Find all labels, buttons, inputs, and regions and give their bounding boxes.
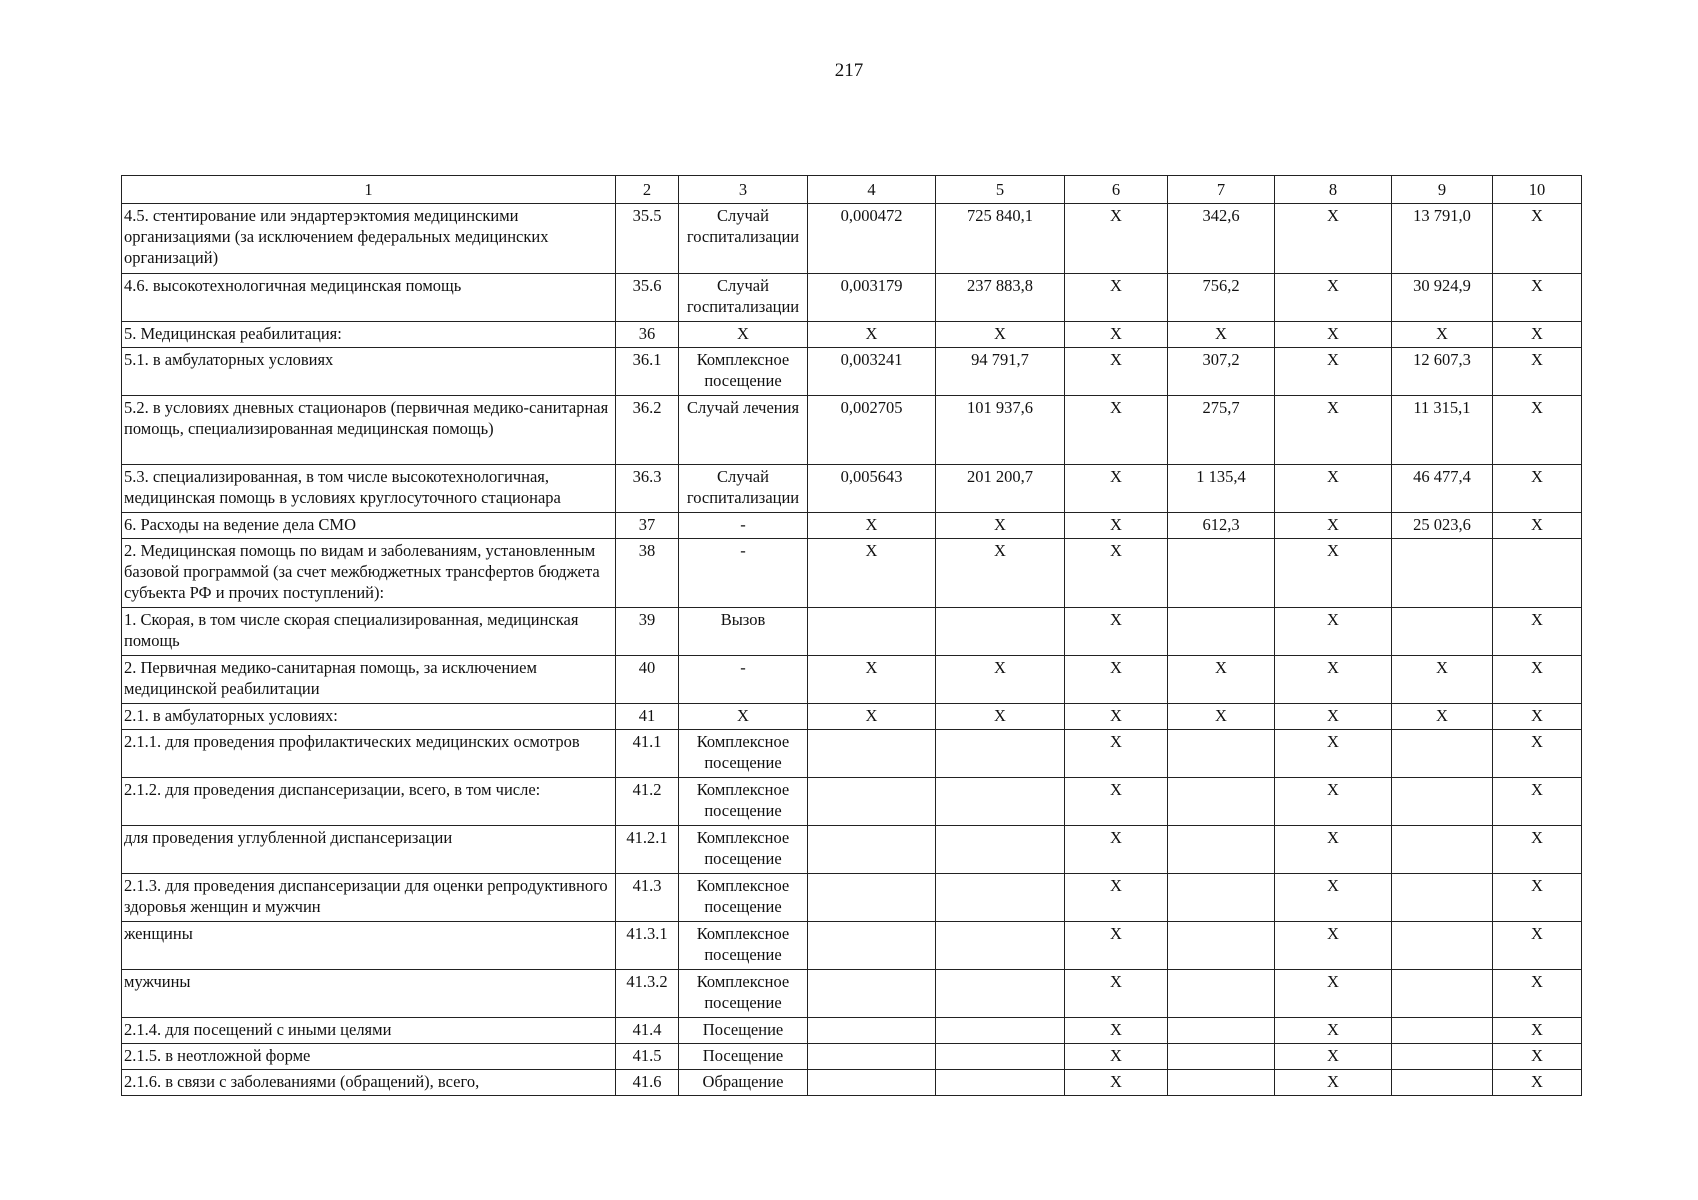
table-cell-col-8: X [1275, 348, 1392, 396]
data-table [121, 175, 1582, 1096]
table-cell-cost-norm [936, 874, 1065, 922]
table-cell-col-10: X [1493, 322, 1582, 348]
table-header-row [122, 176, 1582, 204]
table-cell-col-6: X [1065, 465, 1168, 513]
table-cell-col-9 [1392, 778, 1493, 826]
table-cell-volume-norm [808, 730, 936, 778]
table-row [122, 396, 1582, 465]
table-cell-col-6: X [1065, 396, 1168, 465]
table-cell-row-label: 5.2. в условиях дневных стационаров (первичная медико-санитарная помощь, специализированная медицинская помощь) [122, 396, 616, 465]
table-cell-col-8: X [1275, 608, 1392, 656]
table-cell-unit: Комплексное посещение [679, 874, 808, 922]
table-cell-col-10: X [1493, 513, 1582, 539]
table-cell-volume-norm [808, 922, 936, 970]
table-cell-volume-norm: 0,002705 [808, 396, 936, 465]
table-cell-row-label: 2.1.5. в неотложной форме [122, 1044, 616, 1070]
table-row [122, 970, 1582, 1018]
table-cell-unit: Вызов [679, 608, 808, 656]
table-cell-unit: Посещение [679, 1044, 808, 1070]
table-cell-unit: Комплексное посещение [679, 778, 808, 826]
table-cell-row-label: 2. Медицинская помощь по видам и заболеваниям, установленным базовой программой (за счет межбюджетных трансфертов бюджета субъекта РФ и прочих поступлений): [122, 539, 616, 608]
table-cell-unit: Случай госпитализации [679, 204, 808, 274]
table-cell-col-9 [1392, 826, 1493, 874]
table-row [122, 1044, 1582, 1070]
table-cell-col-9 [1392, 1044, 1493, 1070]
table-cell-col-8: X [1275, 322, 1392, 348]
table-cell-row-label: мужчины [122, 970, 616, 1018]
table-cell-row-code: 38 [616, 539, 679, 608]
table-cell-cost-norm: X [936, 704, 1065, 730]
table-cell-row-code: 41.4 [616, 1018, 679, 1044]
column-header: 9 [1392, 176, 1493, 204]
table-cell-col-9 [1392, 970, 1493, 1018]
table-cell-row-code: 41.5 [616, 1044, 679, 1070]
table-cell-volume-norm [808, 608, 936, 656]
table-cell-col-6: X [1065, 322, 1168, 348]
table-cell-unit: Случай лечения [679, 396, 808, 465]
table-cell-volume-norm [808, 826, 936, 874]
table-row [122, 322, 1582, 348]
table-row [122, 204, 1582, 274]
table-cell-row-code: 41.6 [616, 1070, 679, 1096]
table-cell-col-9 [1392, 539, 1493, 608]
table-cell-col-10: X [1493, 348, 1582, 396]
table-cell-col-8: X [1275, 539, 1392, 608]
table-row [122, 513, 1582, 539]
table-cell-unit: Обращение [679, 1070, 808, 1096]
table-cell-cost-norm [936, 1018, 1065, 1044]
table-cell-row-code: 35.6 [616, 274, 679, 322]
table-cell-col-6: X [1065, 1018, 1168, 1044]
table-cell-col-6: X [1065, 1070, 1168, 1096]
table-row [122, 778, 1582, 826]
table-cell-col-7 [1168, 730, 1275, 778]
column-header: 3 [679, 176, 808, 204]
table-cell-col-6: X [1065, 656, 1168, 704]
table-cell-row-label: 1. Скорая, в том числе скорая специализированная, медицинская помощь [122, 608, 616, 656]
table-cell-row-label: 2.1.6. в связи с заболеваниями (обращений), всего, [122, 1070, 616, 1096]
table-cell-col-9: 46 477,4 [1392, 465, 1493, 513]
table-cell-col-10: X [1493, 778, 1582, 826]
table-cell-col-10: X [1493, 826, 1582, 874]
table-cell-cost-norm: 725 840,1 [936, 204, 1065, 274]
table-cell-cost-norm: 94 791,7 [936, 348, 1065, 396]
table-cell-volume-norm: X [808, 322, 936, 348]
table-row [122, 704, 1582, 730]
table-cell-volume-norm: X [808, 513, 936, 539]
table-cell-row-code: 40 [616, 656, 679, 704]
table-cell-col-7 [1168, 970, 1275, 1018]
table-cell-col-6: X [1065, 704, 1168, 730]
table-cell-col-10: X [1493, 922, 1582, 970]
table-cell-row-code: 41.3.2 [616, 970, 679, 1018]
table-cell-col-7: 307,2 [1168, 348, 1275, 396]
table-cell-volume-norm: X [808, 539, 936, 608]
table-cell-row-code: 41.1 [616, 730, 679, 778]
table-cell-volume-norm: 0,000472 [808, 204, 936, 274]
table-cell-unit: Комплексное посещение [679, 922, 808, 970]
column-header: 5 [936, 176, 1065, 204]
table-cell-col-7: X [1168, 322, 1275, 348]
table-cell-row-code: 41.2 [616, 778, 679, 826]
table-row [122, 608, 1582, 656]
table-cell-col-9: X [1392, 656, 1493, 704]
table-cell-col-7: 275,7 [1168, 396, 1275, 465]
table-cell-unit: Случай госпитализации [679, 274, 808, 322]
table-cell-cost-norm [936, 1044, 1065, 1070]
table-cell-col-7 [1168, 1018, 1275, 1044]
table-cell-volume-norm [808, 1070, 936, 1096]
table-cell-cost-norm [936, 826, 1065, 874]
table-cell-col-10: X [1493, 730, 1582, 778]
table-row [122, 465, 1582, 513]
table-cell-row-label: 5. Медицинская реабилитация: [122, 322, 616, 348]
table-cell-col-8: X [1275, 730, 1392, 778]
table-row [122, 348, 1582, 396]
table-cell-col-6: X [1065, 1044, 1168, 1070]
table-cell-col-10: X [1493, 396, 1582, 465]
table-cell-col-8: X [1275, 778, 1392, 826]
column-header: 8 [1275, 176, 1392, 204]
column-header: 2 [616, 176, 679, 204]
table-cell-volume-norm [808, 970, 936, 1018]
table-cell-row-label: 2. Первичная медико-санитарная помощь, за исключением медицинской реабилитации [122, 656, 616, 704]
table-cell-row-label: для проведения углубленной диспансеризации [122, 826, 616, 874]
table-cell-col-6: X [1065, 274, 1168, 322]
table-cell-row-label: 5.3. специализированная, в том числе высокотехнологичная, медицинская помощь в условиях круглосуточного стационара [122, 465, 616, 513]
table-cell-col-7 [1168, 539, 1275, 608]
table-cell-col-9: 13 791,0 [1392, 204, 1493, 274]
table-cell-col-8: X [1275, 922, 1392, 970]
table-cell-col-9: X [1392, 704, 1493, 730]
table-cell-col-6: X [1065, 922, 1168, 970]
table-cell-cost-norm [936, 1070, 1065, 1096]
table-cell-col-9 [1392, 608, 1493, 656]
table-cell-unit: Посещение [679, 1018, 808, 1044]
table-row [122, 922, 1582, 970]
table-cell-cost-norm: X [936, 656, 1065, 704]
table-cell-row-code: 41.3 [616, 874, 679, 922]
table-cell-row-code: 36.2 [616, 396, 679, 465]
table-cell-col-8: X [1275, 396, 1392, 465]
table-cell-row-label: 2.1.4. для посещений с иными целями [122, 1018, 616, 1044]
table-cell-col-10: X [1493, 656, 1582, 704]
table-cell-unit: Комплексное посещение [679, 348, 808, 396]
table-cell-col-7 [1168, 778, 1275, 826]
table-cell-col-9 [1392, 922, 1493, 970]
table-cell-col-10: X [1493, 465, 1582, 513]
table-cell-col-7 [1168, 922, 1275, 970]
column-header: 4 [808, 176, 936, 204]
table-cell-unit: Комплексное посещение [679, 970, 808, 1018]
table-cell-col-7: X [1168, 656, 1275, 704]
table-cell-row-code: 41.3.1 [616, 922, 679, 970]
table-cell-cost-norm [936, 608, 1065, 656]
table-cell-col-6: X [1065, 204, 1168, 274]
table-cell-col-8: X [1275, 970, 1392, 1018]
table-cell-col-10: X [1493, 274, 1582, 322]
table-cell-col-7 [1168, 874, 1275, 922]
column-header: 1 [122, 176, 616, 204]
table-cell-volume-norm: 0,003179 [808, 274, 936, 322]
table-cell-row-label: 2.1.3. для проведения диспансеризации для оценки репродуктивного здоровья женщин и мужчин [122, 874, 616, 922]
column-header: 10 [1493, 176, 1582, 204]
table-cell-col-7 [1168, 608, 1275, 656]
table-cell-col-7: 612,3 [1168, 513, 1275, 539]
table-cell-cost-norm: X [936, 322, 1065, 348]
table-cell-col-10: X [1493, 970, 1582, 1018]
table-cell-col-9: 11 315,1 [1392, 396, 1493, 465]
table-cell-col-8: X [1275, 826, 1392, 874]
table-cell-unit: - [679, 656, 808, 704]
table-cell-col-8: X [1275, 874, 1392, 922]
table-cell-col-9 [1392, 874, 1493, 922]
table-cell-col-6: X [1065, 874, 1168, 922]
table-cell-col-6: X [1065, 513, 1168, 539]
table-cell-row-code: 36 [616, 322, 679, 348]
table-cell-cost-norm [936, 970, 1065, 1018]
table-cell-col-8: X [1275, 1018, 1392, 1044]
table-cell-col-9 [1392, 1070, 1493, 1096]
table-cell-volume-norm [808, 874, 936, 922]
table-row [122, 656, 1582, 704]
table-cell-volume-norm: 0,005643 [808, 465, 936, 513]
table-cell-col-6: X [1065, 730, 1168, 778]
table-cell-col-7: 756,2 [1168, 274, 1275, 322]
table-cell-unit: Комплексное посещение [679, 826, 808, 874]
table-cell-col-10: X [1493, 1044, 1582, 1070]
table-cell-unit: Комплексное посещение [679, 730, 808, 778]
table-cell-col-7 [1168, 1070, 1275, 1096]
table-cell-col-6: X [1065, 970, 1168, 1018]
table-row [122, 1070, 1582, 1096]
table-cell-row-code: 41 [616, 704, 679, 730]
table-cell-row-label: 5.1. в амбулаторных условиях [122, 348, 616, 396]
table-row [122, 1018, 1582, 1044]
table-cell-col-8: X [1275, 1070, 1392, 1096]
table-cell-volume-norm [808, 1018, 936, 1044]
page-number: 217 [834, 60, 864, 81]
table-cell-row-label: женщины [122, 922, 616, 970]
table-cell-unit: - [679, 539, 808, 608]
table-cell-cost-norm: 201 200,7 [936, 465, 1065, 513]
table-cell-col-8: X [1275, 513, 1392, 539]
table-cell-unit: X [679, 704, 808, 730]
table-cell-unit: Случай госпитализации [679, 465, 808, 513]
table-cell-col-8: X [1275, 704, 1392, 730]
table-row [122, 874, 1582, 922]
column-header: 7 [1168, 176, 1275, 204]
table-cell-volume-norm [808, 778, 936, 826]
table-cell-col-9: 30 924,9 [1392, 274, 1493, 322]
table-cell-cost-norm: X [936, 539, 1065, 608]
table-cell-col-9 [1392, 730, 1493, 778]
table-cell-cost-norm: 237 883,8 [936, 274, 1065, 322]
table-cell-row-label: 4.5. стентирование или эндартерэктомия медицинскими организациями (за исключением федеральных медицинских организаций) [122, 204, 616, 274]
table-cell-col-8: X [1275, 1044, 1392, 1070]
table-cell-cost-norm [936, 922, 1065, 970]
table-row [122, 730, 1582, 778]
table-cell-col-10: X [1493, 608, 1582, 656]
column-header: 6 [1065, 176, 1168, 204]
table-cell-col-6: X [1065, 778, 1168, 826]
table-cell-row-label: 2.1.1. для проведения профилактических медицинских осмотров [122, 730, 616, 778]
table-cell-col-10 [1493, 539, 1582, 608]
table-cell-col-8: X [1275, 204, 1392, 274]
table-cell-col-9: 12 607,3 [1392, 348, 1493, 396]
table-cell-col-10: X [1493, 1018, 1582, 1044]
table-cell-volume-norm: X [808, 656, 936, 704]
table-cell-cost-norm: 101 937,6 [936, 396, 1065, 465]
table-cell-col-9 [1392, 1018, 1493, 1044]
table-cell-col-9: X [1392, 322, 1493, 348]
table-cell-row-label: 2.1.2. для проведения диспансеризации, всего, в том числе: [122, 778, 616, 826]
table-cell-col-6: X [1065, 608, 1168, 656]
table-cell-col-10: X [1493, 204, 1582, 274]
table-row [122, 539, 1582, 608]
table-cell-row-code: 35.5 [616, 204, 679, 274]
table-cell-col-9: 25 023,6 [1392, 513, 1493, 539]
table-cell-row-label: 2.1. в амбулаторных условиях: [122, 704, 616, 730]
table-cell-row-label: 4.6. высокотехнологичная медицинская помощь [122, 274, 616, 322]
table-cell-col-10: X [1493, 704, 1582, 730]
table-cell-volume-norm [808, 1044, 936, 1070]
table-cell-cost-norm [936, 730, 1065, 778]
table-cell-col-7: 342,6 [1168, 204, 1275, 274]
table-cell-row-code: 39 [616, 608, 679, 656]
table-cell-col-7 [1168, 826, 1275, 874]
table-cell-col-7 [1168, 1044, 1275, 1070]
table-cell-col-7: X [1168, 704, 1275, 730]
table-cell-volume-norm: X [808, 704, 936, 730]
table-cell-row-label: 6. Расходы на ведение дела СМО [122, 513, 616, 539]
table-cell-row-code: 36.3 [616, 465, 679, 513]
table-cell-col-7: 1 135,4 [1168, 465, 1275, 513]
table-cell-col-6: X [1065, 348, 1168, 396]
table-cell-volume-norm: 0,003241 [808, 348, 936, 396]
table-cell-col-10: X [1493, 874, 1582, 922]
table-cell-col-8: X [1275, 274, 1392, 322]
table-cell-col-10: X [1493, 1070, 1582, 1096]
table-cell-unit: X [679, 322, 808, 348]
table-cell-col-6: X [1065, 826, 1168, 874]
table-cell-col-6: X [1065, 539, 1168, 608]
table-cell-cost-norm: X [936, 513, 1065, 539]
table-cell-cost-norm [936, 778, 1065, 826]
table-cell-col-8: X [1275, 465, 1392, 513]
table-cell-row-code: 36.1 [616, 348, 679, 396]
table-cell-col-8: X [1275, 656, 1392, 704]
table-cell-row-code: 41.2.1 [616, 826, 679, 874]
table-row [122, 274, 1582, 322]
table-cell-row-code: 37 [616, 513, 679, 539]
table-row [122, 826, 1582, 874]
table-cell-unit: - [679, 513, 808, 539]
